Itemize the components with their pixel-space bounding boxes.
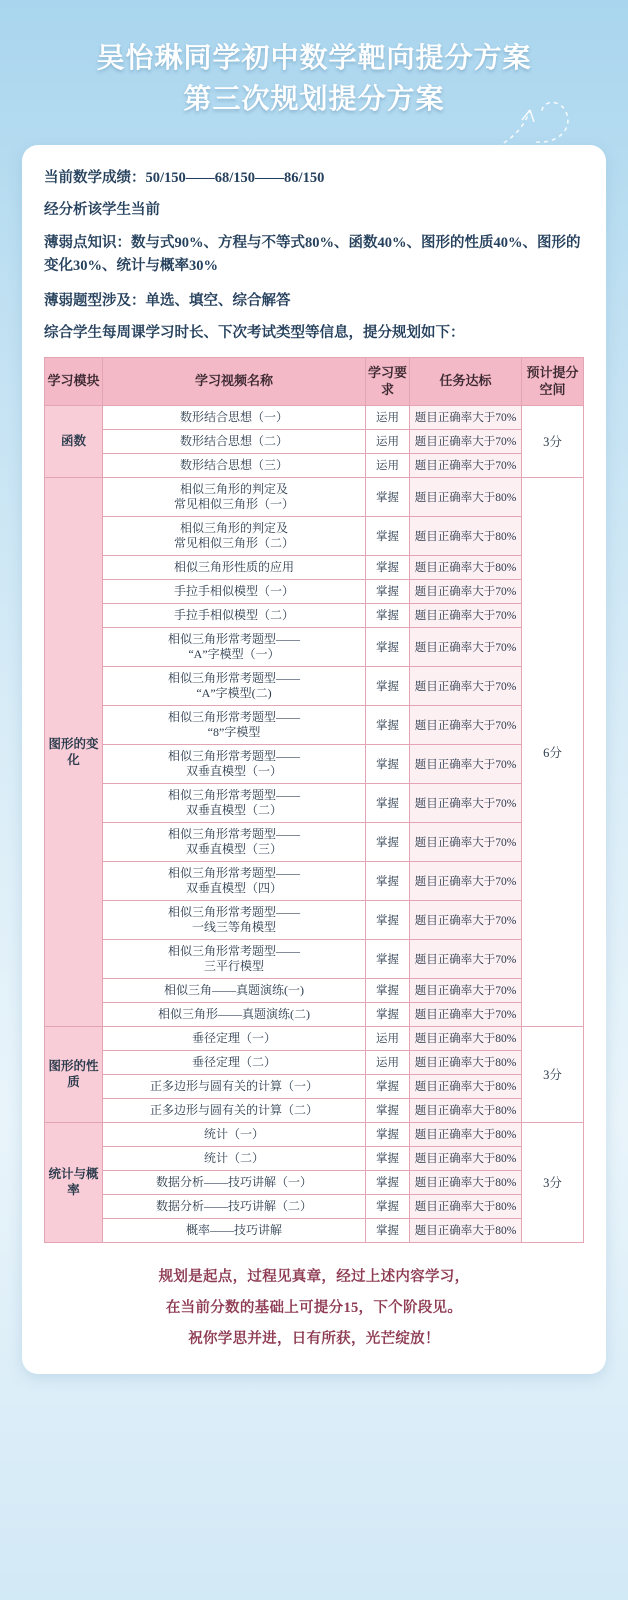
requirement-cell: 掌握 xyxy=(366,666,410,705)
video-name-cell: 统计（二） xyxy=(103,1146,366,1170)
footer-line-1: 规划是起点，过程见真章，经过上述内容学习， xyxy=(158,1268,470,1285)
module-cell: 图形的性质 xyxy=(45,1026,103,1122)
goal-cell: 题目正确率大于80% xyxy=(410,1122,522,1146)
goal-cell: 题目正确率大于70% xyxy=(410,666,522,705)
table-row xyxy=(45,429,584,453)
requirement-cell: 运用 xyxy=(366,453,410,477)
goal-cell: 题目正确率大于80% xyxy=(410,555,522,579)
video-name-cell: 相似三角形性质的应用 xyxy=(103,555,366,579)
video-name-cell: 垂径定理（二） xyxy=(103,1050,366,1074)
poster-header xyxy=(0,0,628,119)
video-name-cell: 数形结合思想（一） xyxy=(103,405,366,429)
table-row xyxy=(45,1170,584,1194)
goal-cell: 题目正确率大于80% xyxy=(410,1050,522,1074)
table-row xyxy=(45,1122,584,1146)
requirement-cell: 掌握 xyxy=(366,1170,410,1194)
goal-cell: 题目正确率大于70% xyxy=(410,978,522,1002)
score-cell: 3分 xyxy=(522,1122,584,1242)
table-row xyxy=(45,1098,584,1122)
requirement-cell: 掌握 xyxy=(366,627,410,666)
col-header-score: 预计提分空间 xyxy=(522,358,584,406)
table-row xyxy=(45,555,584,579)
summary-line: 综合学生每周课学习时长、下次考试类型等信息，提分规划如下： xyxy=(44,325,465,342)
table-row xyxy=(45,705,584,744)
table-row xyxy=(45,978,584,1002)
table-row xyxy=(45,744,584,783)
table-header-row xyxy=(45,358,584,406)
table-body xyxy=(45,405,584,1242)
table-row xyxy=(45,861,584,900)
goal-cell: 题目正确率大于70% xyxy=(410,579,522,603)
table-row xyxy=(45,822,584,861)
goal-cell: 题目正确率大于80% xyxy=(410,1098,522,1122)
requirement-cell: 运用 xyxy=(366,1026,410,1050)
requirement-cell: 掌握 xyxy=(366,1218,410,1242)
requirement-cell: 掌握 xyxy=(366,822,410,861)
requirement-cell: 掌握 xyxy=(366,1122,410,1146)
col-header-goal: 任务达标 xyxy=(410,358,522,406)
goal-cell: 题目正确率大于70% xyxy=(410,429,522,453)
table-row xyxy=(45,1050,584,1074)
requirement-cell: 运用 xyxy=(366,429,410,453)
score-cell: 6分 xyxy=(522,477,584,1026)
table-row xyxy=(45,900,584,939)
score-cell: 3分 xyxy=(522,1026,584,1122)
requirement-cell: 掌握 xyxy=(366,1002,410,1026)
table-row xyxy=(45,1074,584,1098)
video-name-cell: 相似三角形常考题型—— 一线三等角模型 xyxy=(103,900,366,939)
footer-line-2: 在当前分数的基础上可提分15，下个阶段见。 xyxy=(165,1299,463,1316)
video-name-cell: 相似三角形常考题型—— 双垂直模型（二） xyxy=(103,783,366,822)
goal-cell: 题目正确率大于70% xyxy=(410,939,522,978)
goal-cell: 题目正确率大于70% xyxy=(410,405,522,429)
video-name-cell: 正多边形与圆有关的计算（一） xyxy=(103,1074,366,1098)
goal-cell: 题目正确率大于80% xyxy=(410,1194,522,1218)
table-row xyxy=(45,477,584,516)
table-row xyxy=(45,405,584,429)
weak-question-types-line: 薄弱题型涉及：单选、填空、综合解答 xyxy=(44,292,291,309)
col-header-video-name: 学习视频名称 xyxy=(103,358,366,406)
video-name-cell: 相似三角形常考题型—— 双垂直模型（一） xyxy=(103,744,366,783)
content-card xyxy=(22,145,606,1374)
table-row xyxy=(45,1146,584,1170)
title-line-1: 吴怡琳同学初中数学靶向提分方案 xyxy=(96,42,532,73)
video-name-cell: 相似三角形的判定及 常见相似三角形（二） xyxy=(103,516,366,555)
table-row xyxy=(45,603,584,627)
video-name-cell: 数形结合思想（二） xyxy=(103,429,366,453)
goal-cell: 题目正确率大于80% xyxy=(410,1074,522,1098)
module-cell: 统计与概率 xyxy=(45,1122,103,1242)
analysis-line: 经分析该学生当前 xyxy=(44,202,160,219)
goal-cell: 题目正确率大于70% xyxy=(410,900,522,939)
video-name-cell: 正多边形与圆有关的计算（二） xyxy=(103,1098,366,1122)
goal-cell: 题目正确率大于80% xyxy=(410,1218,522,1242)
requirement-cell: 掌握 xyxy=(366,939,410,978)
requirement-cell: 掌握 xyxy=(366,516,410,555)
video-name-cell: 手拉手相似模型（一） xyxy=(103,579,366,603)
video-name-cell: 相似三角形常考题型—— 双垂直模型（四） xyxy=(103,861,366,900)
score-cell: 3分 xyxy=(522,405,584,477)
table-row xyxy=(45,783,584,822)
video-name-cell: 相似三角形常考题型—— 三平行模型 xyxy=(103,939,366,978)
goal-cell: 题目正确率大于70% xyxy=(410,705,522,744)
goal-cell: 题目正确率大于70% xyxy=(410,861,522,900)
goal-cell: 题目正确率大于70% xyxy=(410,627,522,666)
requirement-cell: 掌握 xyxy=(366,978,410,1002)
title-line-2: 第三次规划提分方案 xyxy=(183,82,445,114)
goal-cell: 题目正确率大于70% xyxy=(410,744,522,783)
goal-cell: 题目正确率大于80% xyxy=(410,516,522,555)
requirement-cell: 掌握 xyxy=(366,861,410,900)
requirement-cell: 掌握 xyxy=(366,477,410,516)
requirement-cell: 掌握 xyxy=(366,900,410,939)
goal-cell: 题目正确率大于70% xyxy=(410,603,522,627)
col-header-requirement: 学习要求 xyxy=(366,358,410,406)
requirement-cell: 掌握 xyxy=(366,579,410,603)
goal-cell: 题目正确率大于70% xyxy=(410,1002,522,1026)
table-row xyxy=(45,666,584,705)
requirement-cell: 掌握 xyxy=(366,555,410,579)
goal-cell: 题目正确率大于80% xyxy=(410,1146,522,1170)
goal-cell: 题目正确率大于80% xyxy=(410,1170,522,1194)
table-row xyxy=(45,1026,584,1050)
goal-cell: 题目正确率大于70% xyxy=(410,453,522,477)
goal-cell: 题目正确率大于70% xyxy=(410,822,522,861)
table-row xyxy=(45,453,584,477)
table-head xyxy=(45,358,584,406)
video-name-cell: 统计（一） xyxy=(103,1122,366,1146)
requirement-cell: 运用 xyxy=(366,1050,410,1074)
requirement-cell: 掌握 xyxy=(366,744,410,783)
video-name-cell: 数形结合思想（三） xyxy=(103,453,366,477)
current-score-line: 当前数学成绩：50/150——68/150——86/150 xyxy=(44,170,325,187)
table-row xyxy=(45,516,584,555)
video-name-cell: 相似三角形常考题型—— “A”字模型(二) xyxy=(103,666,366,705)
table-row xyxy=(45,1218,584,1242)
video-name-cell: 相似三角形常考题型—— “8”字模型 xyxy=(103,705,366,744)
footer-section xyxy=(44,1265,584,1348)
requirement-cell: 掌握 xyxy=(366,603,410,627)
requirement-cell: 掌握 xyxy=(366,705,410,744)
intro-section xyxy=(44,167,584,345)
table-row xyxy=(45,579,584,603)
table-row xyxy=(45,1002,584,1026)
study-plan-table xyxy=(44,357,584,1243)
footer-line-3: 祝你学思并进，日有所获，光芒绽放！ xyxy=(188,1330,440,1347)
requirement-cell: 运用 xyxy=(366,405,410,429)
module-cell: 函数 xyxy=(45,405,103,477)
video-name-cell: 手拉手相似模型（二） xyxy=(103,603,366,627)
video-name-cell: 相似三角形的判定及 常见相似三角形（一） xyxy=(103,477,366,516)
table-row xyxy=(45,1194,584,1218)
video-name-cell: 数据分析——技巧讲解（二） xyxy=(103,1194,366,1218)
requirement-cell: 掌握 xyxy=(366,1098,410,1122)
weak-knowledge-line: 薄弱点知识：数与式90%、方程与不等式80%、函数40%、图形的性质40%、图形的变化30%、统计与概率30% xyxy=(44,234,581,274)
video-name-cell: 相似三角——真题演练(一) xyxy=(103,978,366,1002)
video-name-cell: 相似三角形常考题型—— 双垂直模型（三） xyxy=(103,822,366,861)
requirement-cell: 掌握 xyxy=(366,783,410,822)
goal-cell: 题目正确率大于70% xyxy=(410,783,522,822)
requirement-cell: 掌握 xyxy=(366,1146,410,1170)
video-name-cell: 概率——技巧讲解 xyxy=(103,1218,366,1242)
video-name-cell: 垂径定理（一） xyxy=(103,1026,366,1050)
table-row xyxy=(45,627,584,666)
goal-cell: 题目正确率大于80% xyxy=(410,1026,522,1050)
col-header-module: 学习模块 xyxy=(45,358,103,406)
video-name-cell: 数据分析——技巧讲解（一） xyxy=(103,1170,366,1194)
video-name-cell: 相似三角形常考题型—— “A”字模型（一） xyxy=(103,627,366,666)
page-title xyxy=(0,38,628,119)
table-row xyxy=(45,939,584,978)
requirement-cell: 掌握 xyxy=(366,1194,410,1218)
requirement-cell: 掌握 xyxy=(366,1074,410,1098)
video-name-cell: 相似三角形——真题演练(二) xyxy=(103,1002,366,1026)
module-cell: 图形的变化 xyxy=(45,477,103,1026)
goal-cell: 题目正确率大于80% xyxy=(410,477,522,516)
